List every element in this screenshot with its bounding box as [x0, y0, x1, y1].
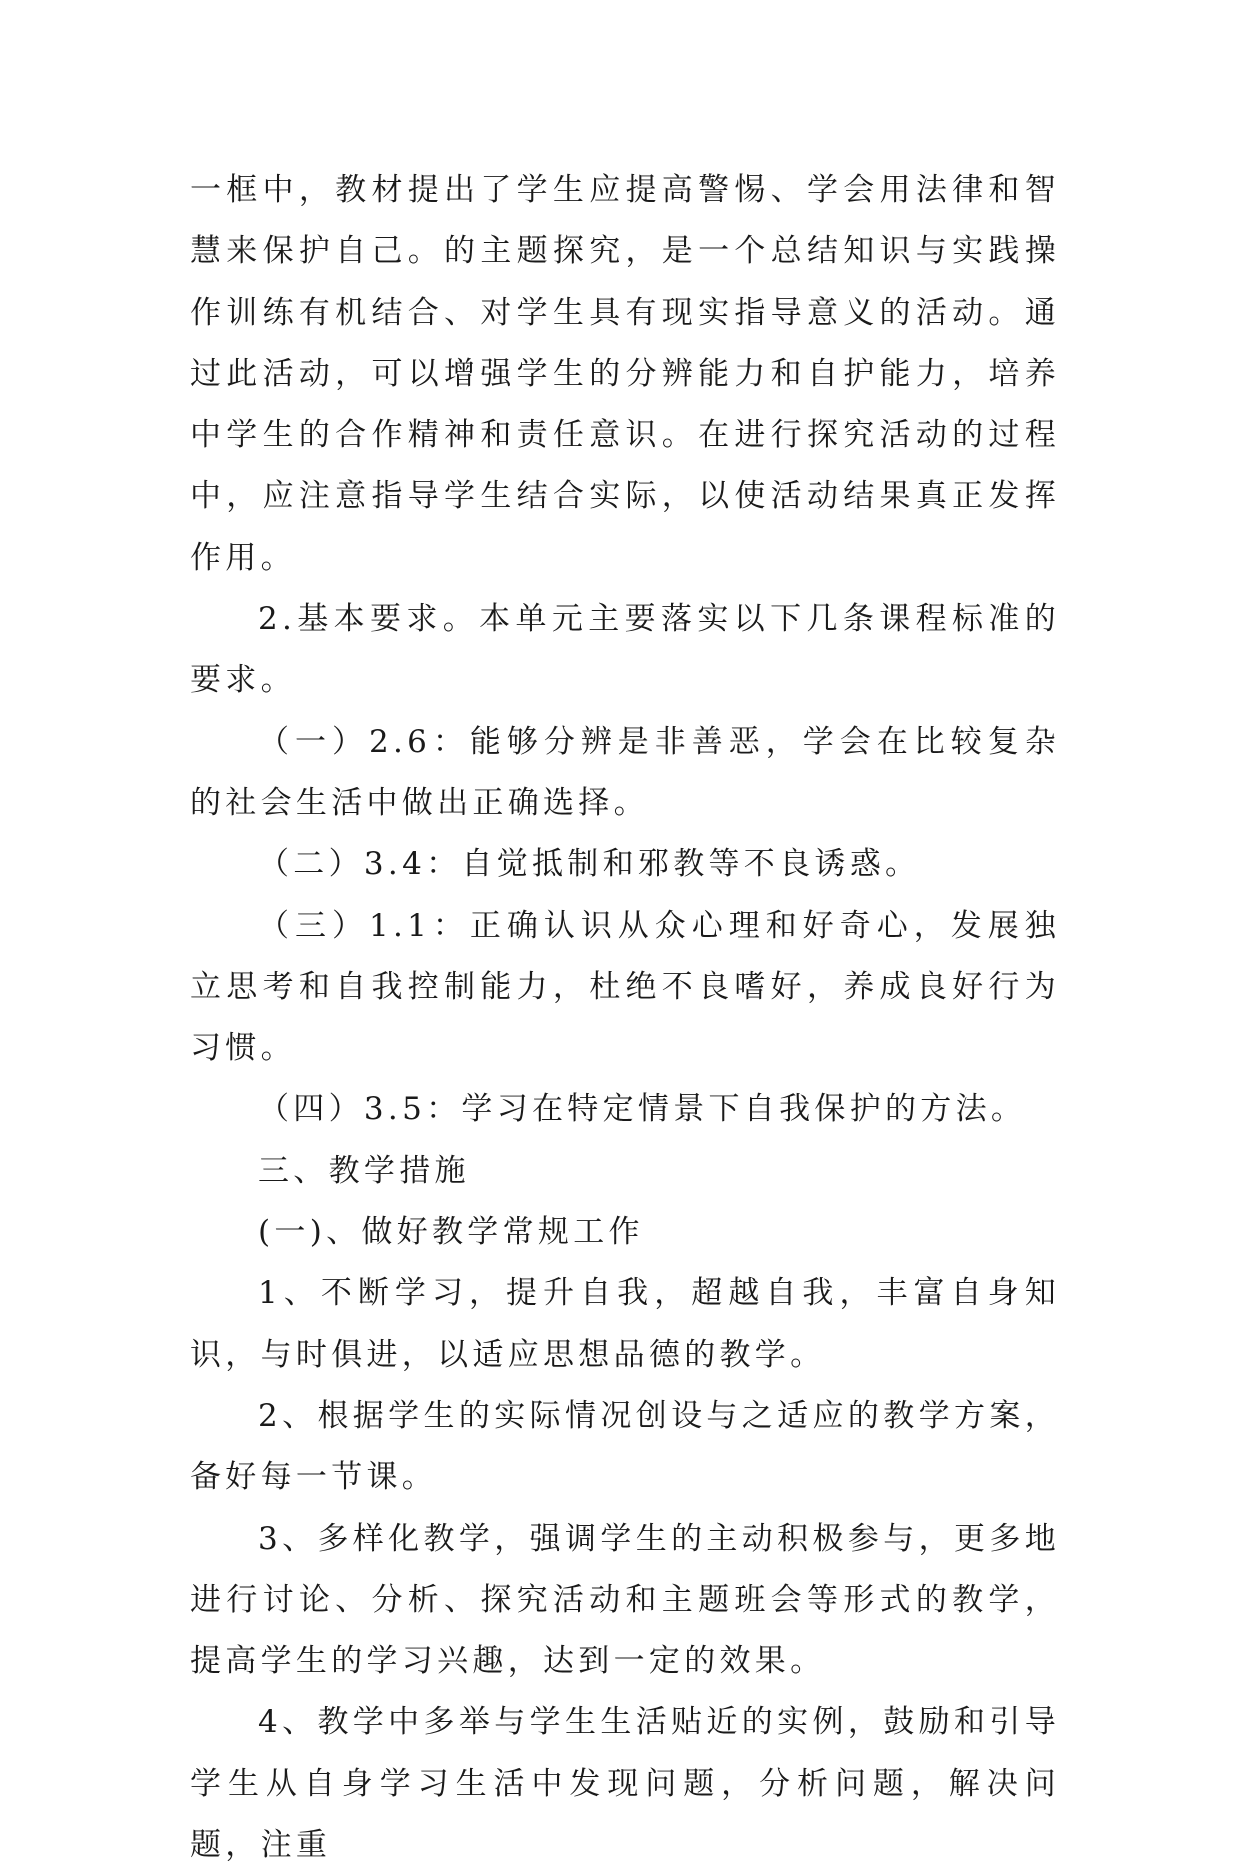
- subsection-heading-routine-work: (一)、做好教学常规工作: [258, 1214, 644, 1251]
- list-item-1: 1、不断学习，提升自我，超越自我，丰富自身知识，与时俱进，以适应思想品德的教学。: [190, 1275, 1060, 1373]
- paragraph-basic-requirements: 2.基本要求。本单元主要落实以下几条课程标准的要求。: [190, 601, 1060, 699]
- document-body: [190, 160, 1060, 1876]
- paragraph-standard-1: （一）2.6：能够分辨是非善恶，学会在比较复杂的社会生活中做出正确选择。: [190, 723, 1060, 821]
- paragraph-standard-4: （四）3.5：学习在特定情景下自我保护的方法。: [258, 1091, 1027, 1128]
- paragraph-standard-2: （二）3.4：自觉抵制和邪教等不良诱惑。: [258, 846, 921, 883]
- section-heading-teaching-measures: 三、教学措施: [258, 1152, 470, 1189]
- paragraph-standard-3: （三）1.1：正确认识从众心理和好奇心，发展独立思考和自我控制能力，杜绝不良嗜好，养成良好行为习惯。: [190, 907, 1060, 1067]
- paragraph-continuation: 一框中，教材提出了学生应提高警惕、学会用法律和智慧来保护自己。的主题探究，是一个总结知识与实践操作训练有机结合、对学生具有现实指导意义的活动。通过此活动，可以增强学生的分辨能力和自护能力，培养中学生的合作精神和责任意识。在进行探究活动的过程中，应注意指导学生结合实际，以使活动结果真正发挥作用。: [190, 172, 1060, 576]
- list-item-3: 3、多样化教学，强调学生的主动积极参与，更多地进行讨论、分析、探究活动和主题班会等形式的教学，提高学生的学习兴趣，达到一定的效果。: [190, 1520, 1060, 1680]
- list-item-4: 4、教学中多举与学生生活贴近的实例，鼓励和引导学生从自身学习生活中发现问题，分析问题，解决问题，注重: [190, 1704, 1060, 1864]
- list-item-2: 2、根据学生的实际情况创设与之适应的教学方案，备好每一节课。: [190, 1397, 1060, 1496]
